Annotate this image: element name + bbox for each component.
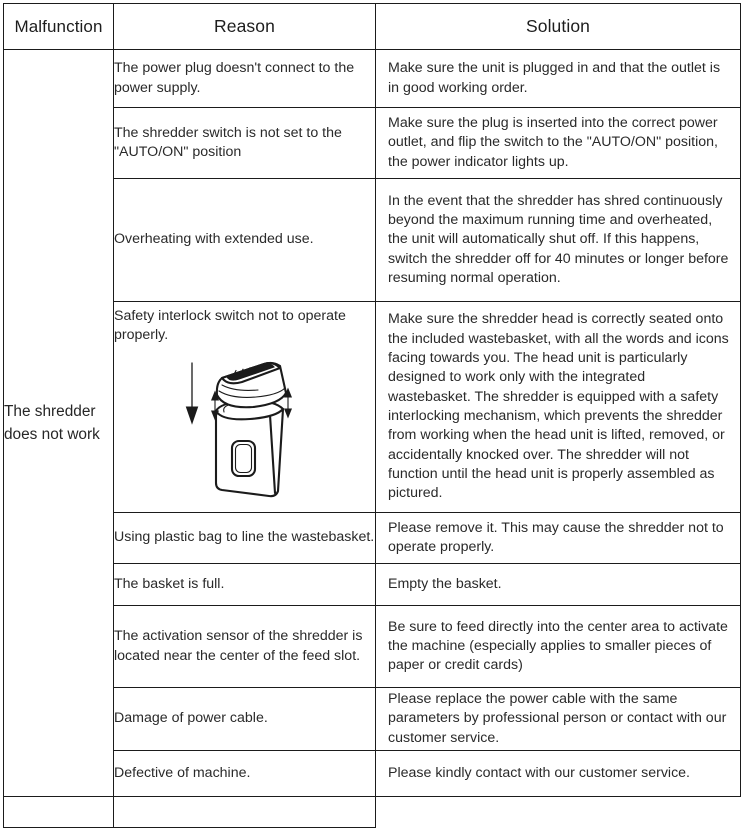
table-row	[4, 564, 741, 606]
table-row	[4, 606, 741, 688]
reason-cell-8: Damage of power cable.	[114, 688, 376, 751]
shredder-head-on-wastebasket-diagram	[114, 349, 375, 507]
reason-cell-partial	[4, 797, 114, 828]
solution-cell-4: Make sure the shredder head is correctly seated onto the included wastebasket, with all the words and icons facing towards you. The head unit is particularly designed to work only with the integrated wastebasket. The shredder is equipped with a safety interlocking mechanism, which prevents the shredder from working when the head unit is lifted, removed, or accidentally knocked over. The shredder will not function until the head unit is properly assembled as pictured.	[376, 302, 741, 513]
table-header-row	[4, 4, 741, 50]
reason-text-4: Safety interlock switch not to operate properly.	[114, 307, 346, 343]
table-row	[4, 179, 741, 302]
table-row	[4, 108, 741, 179]
solution-cell-partial	[114, 797, 376, 828]
reason-cell-3: Overheating with extended use.	[114, 179, 376, 302]
solution-cell-6: Empty the basket.	[376, 564, 741, 606]
reason-cell-4	[114, 302, 376, 513]
table-row	[4, 302, 741, 513]
solution-cell-5: Please remove it. This may cause the shredder not to operate properly.	[376, 513, 741, 564]
reason-cell-5: Using plastic bag to line the wastebasket.	[114, 513, 376, 564]
column-header-reason: Reason	[114, 4, 376, 50]
solution-cell-1: Make sure the unit is plugged in and that the outlet is in good working order.	[376, 50, 741, 108]
solution-cell-8: Please replace the power cable with the same parameters by professional person or contact with our customer service.	[376, 688, 741, 751]
table-row	[4, 688, 741, 751]
down-arrow-icon	[186, 363, 197, 423]
reason-cell-7: The activation sensor of the shredder is located near the center of the feed slot.	[114, 606, 376, 688]
reason-cell-1: The power plug doesn't connect to the power supply.	[114, 50, 376, 108]
troubleshooting-table	[3, 3, 741, 828]
table-row	[4, 751, 741, 797]
column-header-solution: Solution	[376, 4, 741, 50]
seating-arrow-right	[284, 389, 290, 417]
solution-cell-9: Please kindly contact with our customer service.	[376, 751, 741, 797]
column-header-malfunction: Malfunction	[4, 4, 114, 50]
solution-cell-3: In the event that the shredder has shred continuously beyond the maximum running time and overheated, the unit will automatically shut off. If this happens, switch the shredder off for 40 minutes or longer before resuming normal operation.	[376, 179, 741, 302]
reason-cell-9: Defective of machine.	[114, 751, 376, 797]
reason-cell-6: The basket is full.	[114, 564, 376, 606]
malfunction-group-cell: The shredder does not work	[4, 50, 114, 797]
table-row	[4, 513, 741, 564]
solution-cell-7: Be sure to feed directly into the center area to activate the machine (especially applies to smaller pieces of paper or credit cards)	[376, 606, 741, 688]
solution-cell-2: Make sure the plug is inserted into the correct power outlet, and flip the switch to the "AUTO/ON" position, the power indicator lights up.	[376, 108, 741, 179]
table-row-partial-clipped	[4, 797, 741, 828]
reason-cell-2: The shredder switch is not set to the "AUTO/ON" position	[114, 108, 376, 179]
table-row	[4, 50, 741, 108]
